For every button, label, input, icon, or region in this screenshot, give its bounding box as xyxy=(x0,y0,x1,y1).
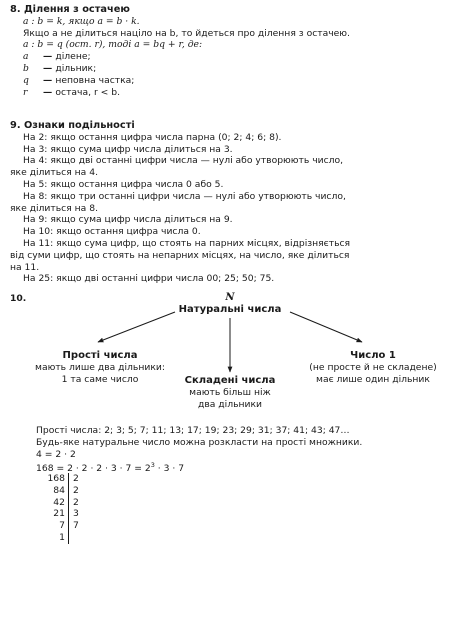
definition-text: дільник; xyxy=(55,62,97,74)
definition-symbol: r xyxy=(23,86,28,98)
divisibility-rule-cont: на 11. xyxy=(10,261,40,273)
prime-factor xyxy=(69,532,73,544)
arrow-to-one xyxy=(290,312,362,342)
definition-dash: — xyxy=(43,62,56,74)
composite-title: Складені числа xyxy=(184,375,276,386)
definition-dash: — xyxy=(43,86,56,98)
section-10-number: 10. xyxy=(10,293,27,304)
divisibility-rule: На 25: якщо дві останні цифри числа 00; 25; 50; 75. xyxy=(23,273,275,285)
composite-desc-2: два дільники xyxy=(197,398,262,410)
prime-factor: 2 xyxy=(73,473,79,484)
arrow-to-prime xyxy=(98,312,175,342)
dividend: 168 xyxy=(40,473,69,485)
one-desc-1: (не просте й не складене) xyxy=(309,361,437,373)
divisibility-rule: На 8: якщо три останні цифри числа — нулі або утворюють число, xyxy=(23,190,346,202)
one-desc-2: має лише один дільник xyxy=(316,373,430,385)
example-168 xyxy=(23,460,448,475)
factorization-row xyxy=(40,485,79,497)
factorization-row xyxy=(40,473,79,485)
factorization-row xyxy=(40,532,79,544)
example-168-part-b: · 3 · 7 xyxy=(154,463,185,475)
dividend: 21 xyxy=(40,508,69,520)
definition-text: ділене; xyxy=(55,51,91,63)
section-8-line-3: a : b = q (ост. r), тоді a = bq + r, де: xyxy=(23,39,203,51)
divisibility-rule: На 11: якщо сума цифр, що стоять на парних місцях, відрізняється xyxy=(23,237,351,249)
composite-block xyxy=(170,375,290,410)
factorization-row xyxy=(40,520,79,532)
factorization-row xyxy=(40,508,79,520)
divisibility-rule-cont: яке ділиться на 4. xyxy=(10,167,98,179)
dividend: 84 xyxy=(40,485,69,497)
prime-factor: 2 xyxy=(73,496,79,508)
definition-dash: — xyxy=(43,74,56,86)
section-8-title: 8. Ділення з остачею xyxy=(10,4,130,15)
one-block xyxy=(298,350,448,385)
prime-block xyxy=(30,350,170,385)
definition-dash: — xyxy=(43,51,56,63)
prime-desc-2: 1 та саме число xyxy=(61,373,139,385)
definition-symbol: a xyxy=(23,51,29,63)
factorization-statement: Будь-яке натуральне число можна розкласти на прості множники. xyxy=(36,436,363,448)
factorization-row xyxy=(40,497,79,509)
section-9-title: 9. Ознаки подільності xyxy=(10,120,135,131)
divisibility-rule: На 3: якщо сума цифр числа ділиться на 3. xyxy=(23,143,233,155)
divisibility-rule-cont: яке ділиться на 8. xyxy=(10,202,98,214)
dividend: 42 xyxy=(40,497,69,509)
section-8-line-2: Якщо a не ділиться націло на b, то йдеться про ділення з остачею. xyxy=(23,27,350,39)
definition-text: неповна частка; xyxy=(55,74,135,86)
prime-title: Прості числа xyxy=(62,350,138,361)
definition-text: остача, r < b. xyxy=(55,86,121,98)
dividend: 7 xyxy=(40,520,69,532)
prime-factor: 3 xyxy=(73,508,79,520)
divisibility-rule-cont: від суми цифр, що стоять на непарних місцях, на число, яке ділиться xyxy=(10,249,350,261)
divisibility-rule: На 5: якщо остання цифра числа 0 або 5. xyxy=(23,178,224,190)
natural-numbers-symbol: N xyxy=(225,292,235,303)
one-title: Число 1 xyxy=(350,350,396,361)
definition-symbol: b xyxy=(23,62,29,74)
example-168-exponent: 3 xyxy=(150,461,155,470)
prime-factor: 2 xyxy=(73,484,79,496)
definition-symbol: q xyxy=(23,74,29,86)
prime-desc-1: мають лише два дільники: xyxy=(35,361,165,373)
example-4: 4 = 2 · 2 xyxy=(36,448,76,460)
prime-factor: 7 xyxy=(73,520,79,532)
divisibility-rule: На 4: якщо дві останні цифри числа — нулі або утворюють число, xyxy=(23,155,344,167)
divisibility-rule: На 10: якщо остання цифра числа 0. xyxy=(23,226,201,238)
divisibility-rule: На 9: якщо сума цифр числа ділиться на 9. xyxy=(23,214,233,226)
example-168-part-a: 168 = 2 · 2 · 2 · 3 · 7 = 2 xyxy=(36,463,151,475)
dividend: 1 xyxy=(40,532,69,544)
section-10-text xyxy=(23,425,448,475)
primes-list: Прості числа: 2; 3; 5; 7; 11; 13; 17; 19; 23; 29; 31; 37; 41; 43; 47… xyxy=(36,425,350,436)
section-8-line-1: a : b = k, якщо a = b · k. xyxy=(23,15,140,27)
natural-numbers-label: Натуральні числа xyxy=(178,304,282,315)
divisibility-rule: На 2: якщо остання цифра числа парна (0; 2; 4; 6; 8). xyxy=(23,131,282,143)
composite-desc-1: мають більш ніж xyxy=(189,386,271,398)
factorization-table xyxy=(40,473,79,544)
